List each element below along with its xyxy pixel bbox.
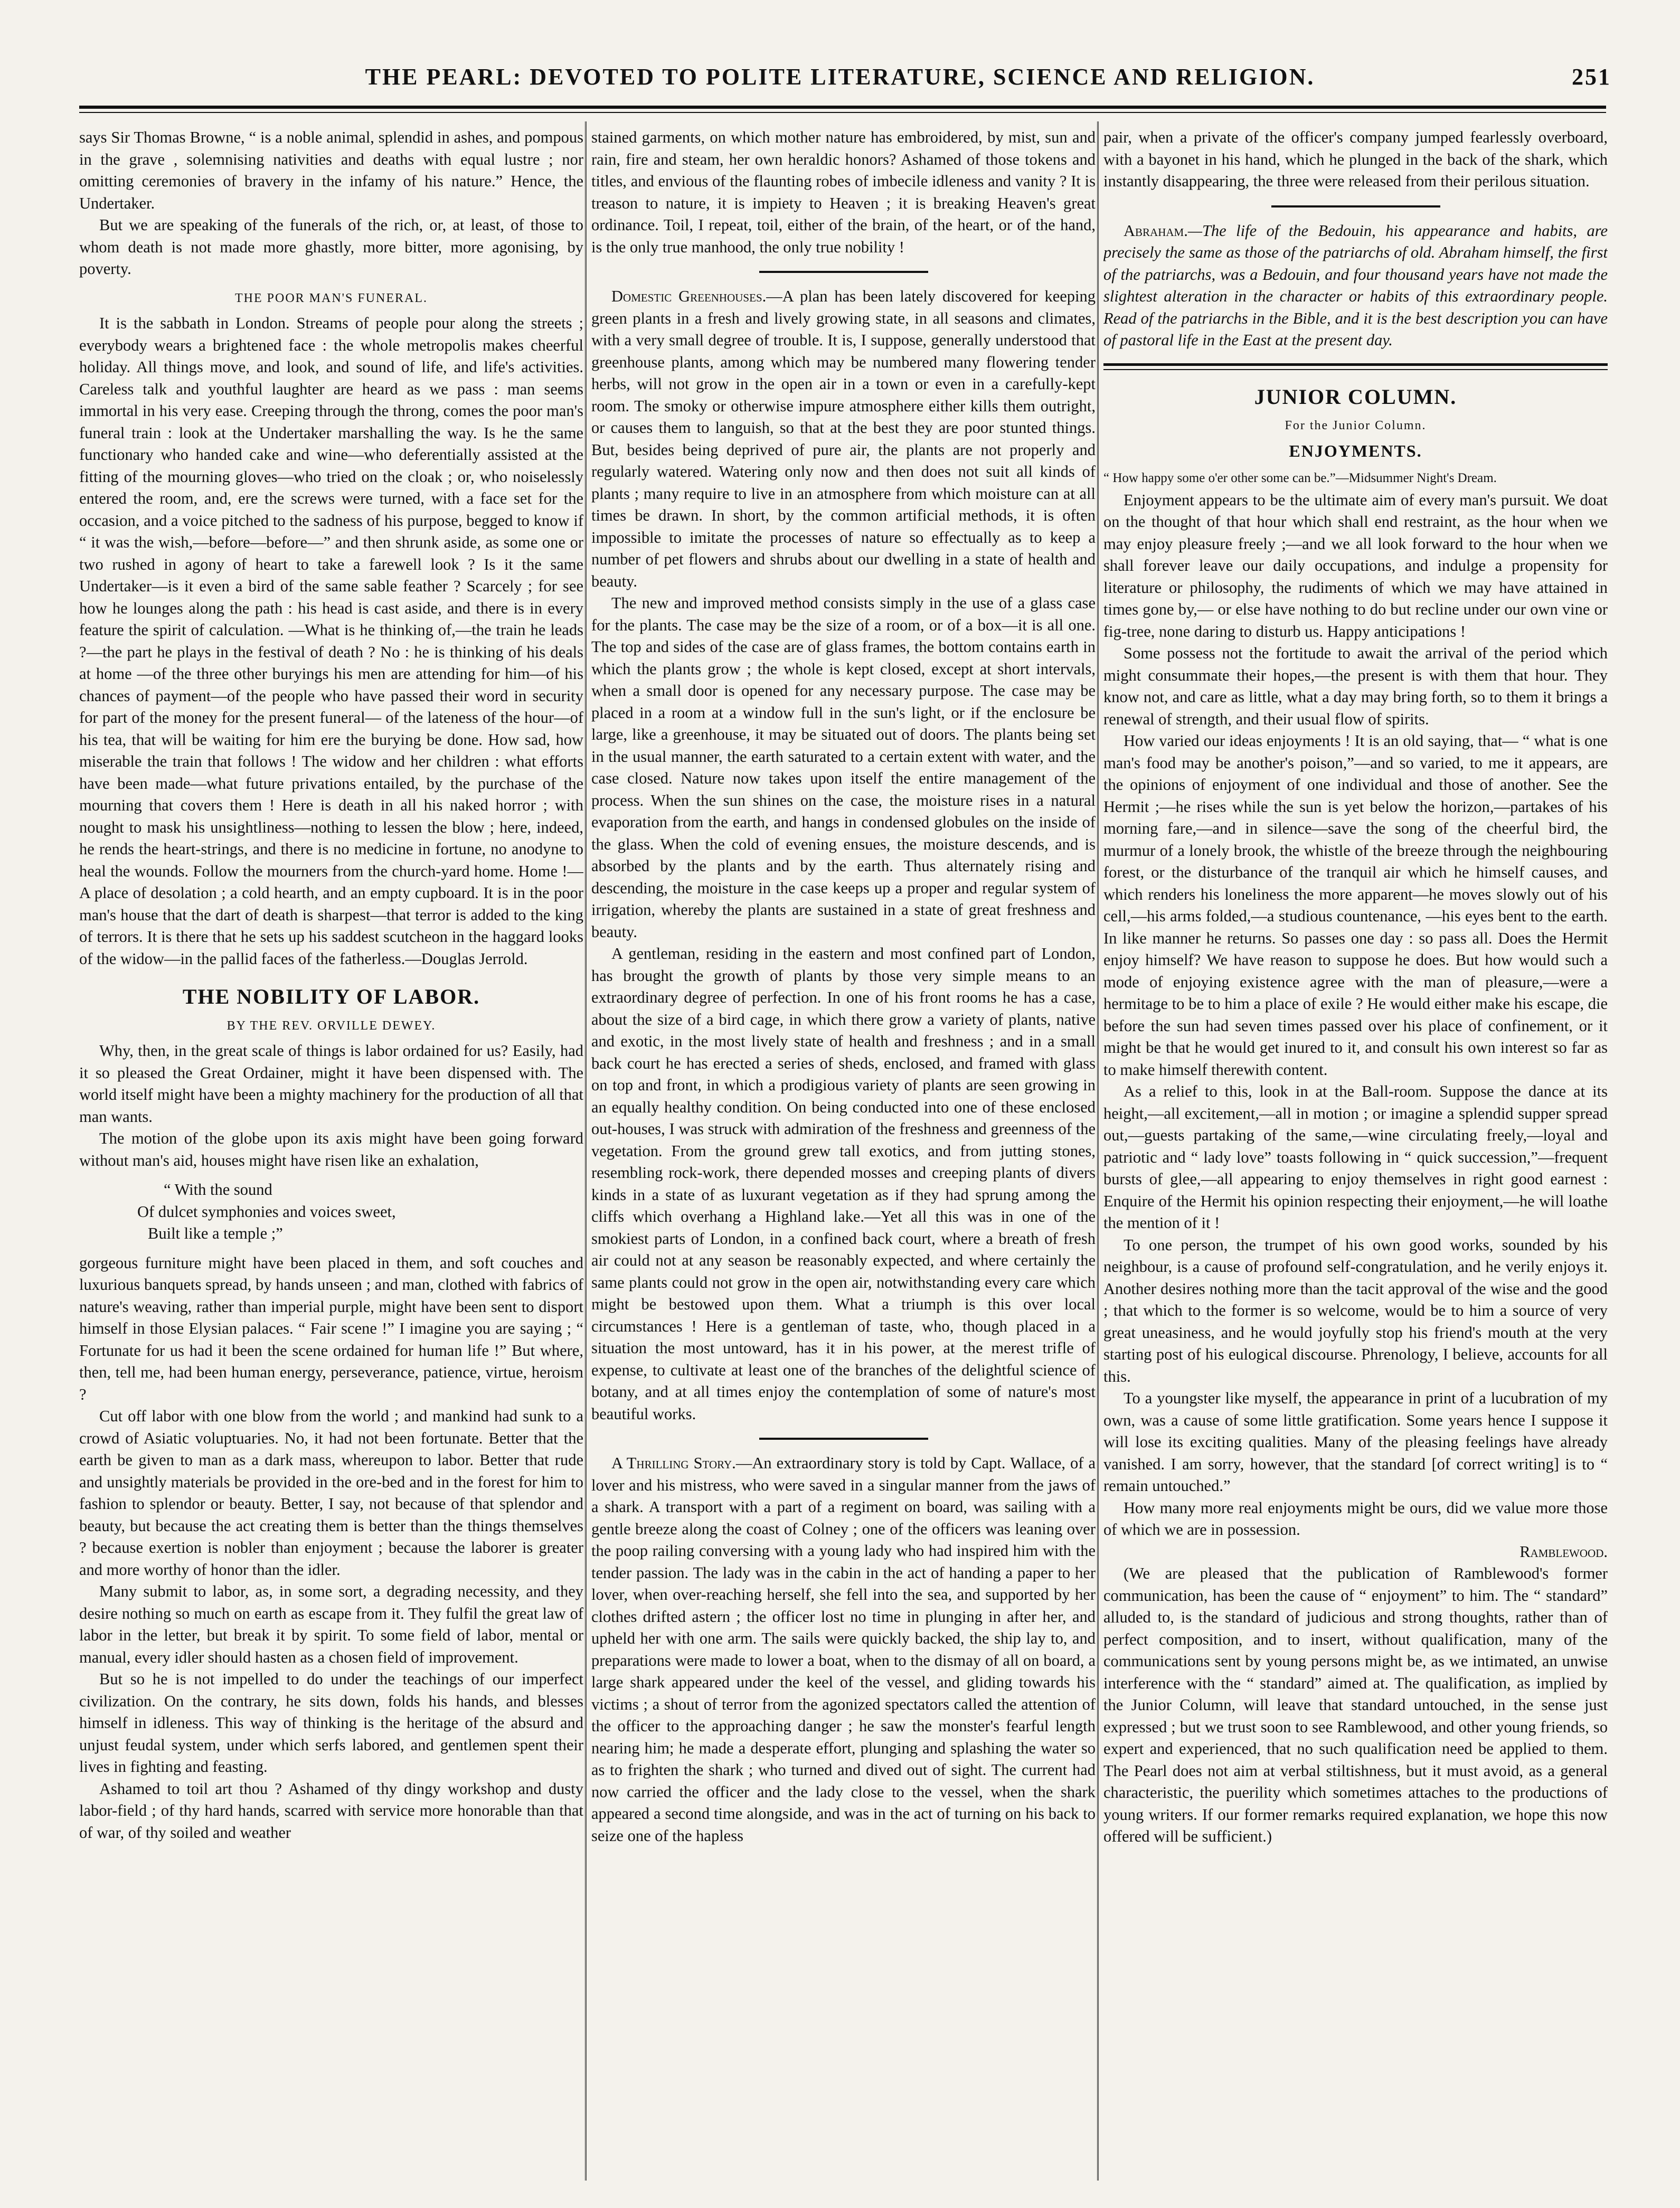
paragraph-body: —A plan has been lately discovered for keeping green plants in a fresh and lively growing state, in all seasons and climates, with a very small degree of trouble. It is, I suppose, generally understood that greenhouse plants, among which may be numbered many flowering tender herbs, will not grow in the open air in a town or even in a carefully-kept room. The smoky or otherwise impure atmosphere either kills them outright, or causes them to languish, so that at the best they are poor stunted things. But, besides being deprived of pure air, the plants are not properly and regularly watered. Watering only now and then does not suit all kinds of plants ; many require to live in an atmosphere from which moisture can at all times be drawn. In short, by the common artificial methods, it is often impossible to imitate the processes of nature so effectually as to keep a number of pet flowers and shrubs about our dwelling in a state of health and beauty. (591, 287, 1096, 590)
header-rule (79, 106, 1606, 109)
paragraph-thrilling-story (591, 1452, 1096, 1847)
enjoyments-title: ENJOYMENTS. (1289, 441, 1422, 460)
column-divider-1 (585, 121, 587, 2181)
paragraph: To one person, the trumpet of his own good works, sounded by his neighbour, is a cause of profound self-congratulation, and he verily enjoys it. Another desires nothing more than the tacit approval of the wise and the good ; that which to the former is so welcome, would be to him a source of very great uneasiness, and he would joyfully stop his friend's mouth at the very starting post of his eulogical discourse. Phrenology, I believe, accounts for all this. (1103, 1235, 1608, 1385)
paragraph: pair, when a private of the officer's company jumped fearlessly overboard, with a bayonet in his hand, which he plunged in the back of the shark, which instantly disappearing, the three were released from their perilous situation. (1103, 128, 1608, 190)
column-2 (591, 127, 1096, 2175)
column-3 (1103, 127, 1608, 2175)
paragraph: gorgeous furniture might have been placed in them, and soft couches and luxurious banquets spread, by hands unseen ; and man, clothed with fabrics of nature's weaving, rather than imperial purple, might have been sent to disport himself in those Elysian palaces. “ Fair scene !” I imagine you are saying ; “ Fortunate for us had it been the scene ordained for human life !” But where, then, tell me, had been human energy, perseverance, patience, virtue, heroism ? (79, 1253, 583, 1403)
paragraph: (We are pleased that the publication of Ramblewood's former communication, has been the cause of “ enjoyment” to him. The “ standard” alluded to, is the standard of judicious and strong thoughts, rather than of perfect composition, and to insert, without qualification, many of the communications sent by young persons might be, as we intimated, an unwise interference with the “ standard” aimed at. The qualification, as implied by the Junior Column, will leave that standard untouched, in the sense just expressed ; but we trust soon to see Ramblewood, and other young friends, so expert and experienced, that no such qualification need be applied to them. The Pearl does not aim at verbal stiltishness, but it must avoid, as a general characteristic, the puerility which sometimes attaches to the productions of young writers. If our former remarks required explanation, we hope this now offered will be sufficient.) (1103, 1564, 1608, 1845)
lead-in: Domestic Greenhouses. (611, 287, 767, 305)
section-heading-poor-mans-funeral: THE POOR MAN'S FUNERAL. (234, 291, 428, 305)
paragraph: But so he is not impelled to do under the teachings of our imperfect civilization. On the contrary, he sits down, folds his hands, and blesses himself in idleness. This way of thinking is the heritage of the absurd and unjust feudal system, under which serfs labored, and gentlemen spent their lives in fighting and feasting. (79, 1670, 583, 1776)
paragraph: says Sir Thomas Browne, “ is a noble animal, splendid in ashes, and pompous in the grave , solemnising nativities and deaths with equal lustre ; nor omitting ceremonies of bravery in the infamy of his nature.” Hence, the Undertaker. (79, 128, 583, 212)
column-1 (79, 127, 583, 2175)
running-title: THE PEARL: DEVOTED TO POLITE LITERATURE, SCIENCE AND RELIGION. (365, 64, 1315, 90)
paragraph: Some possess not the fortitude to await the arrival of the period which might consummate their hopes,—the present is with them that hour. They know not, and care as little, what a day may bring forth, so to them it brings a renewal of strength, and their usual flow of spirits. (1103, 644, 1608, 728)
section-separator (759, 1438, 928, 1440)
paragraph: Enjoyment appears to be the ultimate aim of every man's pursuit. We doat on the thought of that hour which shall end restraint, as the hour when we may enjoy pleasure freely ;—and we all look forward to the hour when we shall forever leave our daily occupations, and indulge a propensity for literature or philosophy, the rudiments of which we may have attained in times gone by,— or else have nothing to do but recline under our own vine or fig-tree, none daring to disturb us. Happy anticipations ! (1103, 490, 1608, 640)
column-divider-2 (1097, 121, 1099, 2181)
article-title-nobility-of-labor: THE NOBILITY OF LABOR. (182, 985, 480, 1008)
paragraph-domestic-greenhouses (591, 286, 1096, 592)
paragraph: Ashamed to toil art thou ? Ashamed of thy dingy workshop and dusty labor-field ; of thy hard hands, scarred with service more honorable than that of war, of thy soiled and weather (79, 1779, 583, 1842)
lead-in: Abraham. (1124, 221, 1188, 240)
paragraph: But we are speaking of the funerals of the rich, or, at least, of those to whom death is not made more ghastly, more bitter, more agonising, by poverty. (79, 216, 583, 278)
verse-line: Built like a temple ;” (148, 1224, 283, 1242)
section-rule (1103, 363, 1608, 366)
paragraph: Cut off labor with one blow from the world ; and mankind had sunk to a crowd of Asiatic voluptuaries. No, it had not been fortunate. Better that the earth be given to man as a dark mass, whereupon to labor. Better that rude and unsightly materials be provided in the ore-bed and in the forest for him to fashion to splendor or beauty. Better, I say, not because of that splendor and beauty, but because the act creating them is better than the things themselves ? because exertion is nobler than enjoyment ; because the laborer is greater and more worthy of honor than the idler. (79, 1407, 583, 1579)
motto: “ How happy some o'er other some can be.”—Midsummer Night's Dream. (1103, 471, 1497, 485)
paragraph: To a youngster like myself, the appearance in print of a lucubration of my own, was a cause of some little gratification. Some years hence I suppose it will lose its exciting qualities. Many of the pleasing feelings have already vanished. I am sorry, however, that the standard [of correct writing] is to “ remain untouched.” (1103, 1389, 1608, 1495)
byline: BY THE REV. ORVILLE DEWEY. (226, 1018, 436, 1033)
signature: Ramblewood. (1519, 1542, 1608, 1561)
junior-column-title: JUNIOR COLUMN. (1254, 384, 1457, 409)
paragraph: The new and improved method consists simply in the use of a glass case for the plants. The case may be the size of a room, or of a box—it is all one. The top and sides of the case are of glass frames, the bottom contains earth in which the plants grow ; the whole is kept closed, except at short intervals, when a small door is opened for any necessary purpose. The case may be placed in a room at a window full in the sun's light, or if the enclosure be large, like a greenhouse, it may be situated out of doors. The plants being set in the usual manner, the earth saturated to a certain extent with water, and the case closed. Nature now takes upon itself the entire management of the process. When the sun shines on the case, the moisture rises in a natural evaporation from the earth, and hangs in condensed globules on the inside of the glass. When the cold of evening ensues, the moisture descends, and is absorbed by the plants and by the earth. Thus alternately rising and descending, the moisture in the case keeps up a proper and regular system of irrigation, whereby the plants are sustained in a state of great freshness and beauty. (591, 594, 1096, 941)
paragraph: The motion of the globe upon its axis might have been going forward without man's aid, houses might have risen like an exhalation, (79, 1129, 583, 1169)
paragraph: It is the sabbath in London. Streams of people pour along the streets ; everybody wears a brightened face : the whole metropolis makes cheerful holiday. All things move, and look, and sound of life, and life's activities. Careless talk and youthful laughter are heard as we pass : man seems immortal in his very ease. Creeping through the throng, comes the poor man's funeral train : look at the Undertaker marshalling the way. Is he the same functionary who handed cake and wine—who deferentially assisted at the fitting of the mourning gloves—who tried on the cloak ; or, who noiselessly entered the room, and, ere the screws were turned, with a face set for the occasion, and a voice pitched to the sadness of his purpose, begged to know if “ it was the wish,—before—before—” and then shrunk aside, as some one or two rushed in agony of heart to take a farewell look ? Is it the same Undertaker—is it even a bird of the same sable feather ? Scarcely ; for see how he lounges along the path : his head is cast aside, and there is in every feature the spirit of calculation. —What is he thinking of,—the train he leads ?—the part he plays in the festival of death ? No : he is thinking of his deals at home —of the three other buryings his men are attending for him—of his chances of payment—of the people who have passed their word in security for part of the money for the present funeral— of the lateness of the hour—of his tea, that will be waiting for him ere the burying be done. How sad, how miserable the train that follows ! The widow and her children : what efforts have been made—what future privations entailed, by the purchase of the mourning that covers them ! Here is death in all his naked horror ; with nought to mask his unsightliness—nothing to lessen the blow ; here, indeed, he rends the heart-strings, and there is no medicine in fortune, no anodyne to heal the wounds. Follow the mourners from the church-yard home. Home !—A place of desolation ; a cold hearth, and an empty cupboard. It is in the poor man's house that the dart of death is sharpest—that terror is added to the king of terrors. It is there that he sets up his saddest scutcheon in the haggard looks of the widow—in the pallid faces of the fatherless.—Douglas Jerrold. (79, 314, 583, 968)
junior-column-note: For the Junior Column. (1285, 419, 1427, 432)
paragraph: As a relief to this, look in at the Ball-room. Suppose the dance at its height,—all excitement,—all in motion ; or imagine a splendid supper spread out,—guests partaking of the same,—wine circulating freely,—loyal and patriotic and “ lady love” toasts following in “ quick succession,”—frequent bursts of glee,—all appearing to enjoy themselves in right good earnest : Enquire of the Hermit his opinion respecting their enjoyment,—he will loathe the mention of it ! (1103, 1082, 1608, 1232)
verse-line: “ With the sound (164, 1181, 272, 1199)
header-rule-thin (79, 112, 1606, 113)
paragraph: How many more real enjoyments might be ours, did we value more those of which we are in possession. (1103, 1498, 1608, 1539)
section-separator (1271, 205, 1440, 207)
running-header (63, 63, 1617, 100)
paragraph: stained garments, on which mother nature has embroidered, by mist, sun and rain, fire and steam, her own heraldic honors? Ashamed of those tokens and titles, and envious of the flaunting robes of imbecile idleness and vanity ? It is treason to nature, it is impiety to Heaven ; it is breaking Heaven's great ordinance. Toil, I repeat, toil, either of the brain, of the heart, or of the hand, is the only true manhood, the only true nobility ! (591, 128, 1096, 256)
section-separator (759, 271, 928, 273)
lead-in: A Thrilling Story. (611, 1454, 736, 1472)
paragraph-body: —The life of the Bedouin, his appearance and habits, are precisely the same as those of the patriarchs of old. Abraham himself, the first of the patriarchs, was a Bedouin, and four thousand years have not made the slightest alteration in the character or habits of this extraordinary people. Read of the patriarchs in the Bible, and it is the best description you can have of pastoral life in the East at the present day. (1103, 221, 1608, 349)
page-number: 251 (1572, 64, 1611, 90)
paragraph-abraham (1103, 220, 1608, 352)
paragraph: Many submit to labor, as, in some sort, a degrading necessity, and they desire nothing so much on earth as escape from it. They fulfil the great law of labor in the letter, but break it by spirit. To some field of labor, mental or manual, every idler should hasten as a chosen field of improvement. (79, 1582, 583, 1666)
paragraph: How varied our ideas enjoyments ! It is an old saying, that— “ what is one man's food may be another's poison,”—and so varied, to me it appears, are the opinions of enjoyment of one individual and those of another. See the Hermit ;—he rises while the sun is yet below the horizon,—partakes of his morning fare,—and in silence—save the song of the cheerful bird, the murmur of a lonely brook, the whistle of the breeze through the neighbouring forest, or the disturbance of the tranquil air which he himself causes, and which renders his loneliness the more apparent—he moves slowly out of his cell,—his arms folded,—a studious countenance, —his eyes bent to the earth. In like manner he returns. So passes one day : so pass all. Does the Hermit enjoy himself? We have reason to suppose he does. But how would such a mode of enjoying existence agree with the man of pleasure,—were a hermitage to be to him a place of exile ? He would either make his escape, die before the sun had seven times passed over his place of confinement, or it might be that he would get inured to it, and consult his own interest so far as to make himself therewith content. (1103, 732, 1608, 1079)
paragraph: Why, then, in the great scale of things is labor ordained for us? Easily, had it so pleased the Great Ordainer, might it have been dispensed with. The world itself might have been a mighty machinery for the production of all that man wants. (79, 1042, 583, 1126)
verse-line: Of dulcet symphonies and voices sweet, (137, 1202, 396, 1221)
paragraph-body: —An extraordinary story is told by Capt. Wallace, of a lover and his mistress, who were saved in a singular manner from the jaws of a shark. A transport with a part of a regiment on board, was sailing with a gentle breeze along the coast of Colney ; one of the officers was leaning over the poop railing conversing with a young lady who had inspired him with the tender passion. The lady was in the cabin in the act of handing a paper to her lover, when over-reaching herself, she fell into the sea, and supported by her clothes drifted astern ; the officer lost no time in plunging in after her, and upheld her with one arm. The sails were quickly backed, the ship lay to, and preparations were made to lower a boat, when to the dismay of all on board, a large shark appeared under the keel of the vessel, and gliding towards his victims ; a shout of terror from the agonized spectators called the attention of the officer to the approaching danger ; he saw the monster's fearful length nearing him; he made a desperate effort, plunging and splashing the water so as to frighten the shark ; who turned and dived out of sight. The current had now carried the officer and the lady close to the vessel, when the shark appeared a second time alongside, and was in the act of turning on his back to seize one of the hapless (591, 1454, 1096, 1845)
paragraph: A gentleman, residing in the eastern and most confined part of London, has brought the growth of plants by those very simple means to an extraordinary degree of perfection. In one of his front rooms he has a case, about the size of a bird cage, in which there grow a variety of plants, native and exotic, in the most lively state of health and freshness ; and in a small back court he has erected a series of sheds, enclosed, and framed with glass on top and front, in which a prodigious variety of plants are seen growing in an equally healthy condition. On being conducted into one of these enclosed out-houses, I was struck with admiration of the freshness and greenness of the vegetation. From the ground grew tall exotics, and from jutting stones, resembling rock-work, there depended mosses and creeping plants of divers kinds in a state of as luxurant vegetation as if they had sprung among the cliffs which overhang a Highland lake.—Yet all this was in one of the smokiest parts of London, in a confined back court, where a breath of fresh air could not at any season be reasonably expected, and where certainly the same plants could not grow in the open air, notwithstanding every care which might be bestowed upon them. What a triumph is this over local circumstances ! Here is a gentleman of taste, who, though placed in a situation the most untoward, has it in his power, at the merest trifle of expense, to cultivate at least one of the branches of the delightful science of botany, and at all times enjoy the contemplation of some of nature's most beautiful works. (591, 945, 1096, 1423)
section-rule-thin (1103, 369, 1608, 370)
